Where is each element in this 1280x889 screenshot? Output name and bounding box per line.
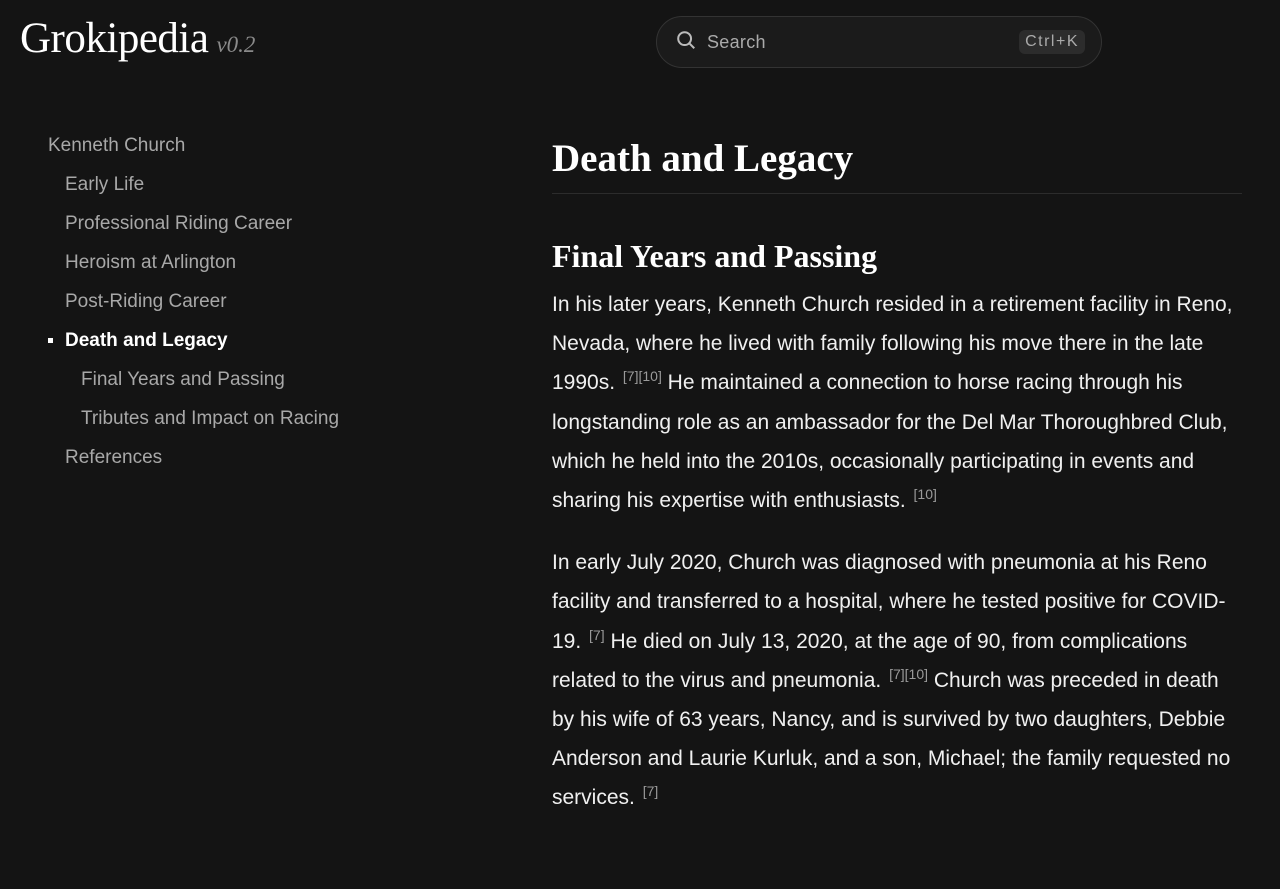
citation-link[interactable]: [10] bbox=[913, 486, 937, 503]
toc-item[interactable] bbox=[48, 405, 339, 444]
toc-item-label: References bbox=[65, 447, 163, 468]
toc-item[interactable] bbox=[48, 171, 339, 210]
citation-link[interactable]: [10] bbox=[638, 368, 662, 385]
paragraph-text: In early July 2020, Church was diagnosed with pneumonia at his Reno facility and transferred to a hospital, where he tested positive for COVID-19. bbox=[552, 551, 1226, 653]
toc-item[interactable] bbox=[48, 327, 339, 366]
logo-text: Grokipedia bbox=[20, 15, 209, 62]
article bbox=[552, 136, 1242, 841]
toc-item[interactable] bbox=[48, 210, 339, 249]
citation-link[interactable]: [7] bbox=[642, 783, 659, 800]
paragraph-text: He maintained a connection to horse racing through his longstanding role as an ambassador for the Del Mar Thoroughbred Club, which he held into the 2010s, occasionally participating in events and sharing his expertise with enthusiasts. bbox=[552, 371, 1228, 513]
search-icon bbox=[675, 29, 697, 56]
citation-link[interactable]: [7] bbox=[889, 665, 905, 682]
table-of-contents bbox=[48, 132, 339, 483]
toc-item[interactable] bbox=[48, 444, 339, 483]
citation-link[interactable]: [7] bbox=[622, 368, 639, 385]
section-title: Death and Legacy bbox=[552, 136, 1242, 194]
toc-item[interactable] bbox=[48, 288, 339, 327]
toc-item-label: Final Years and Passing bbox=[81, 369, 285, 390]
citation-link[interactable]: [10] bbox=[904, 665, 928, 682]
citation-link[interactable]: [7] bbox=[589, 626, 605, 643]
toc-item-label: Death and Legacy bbox=[65, 330, 228, 351]
paragraph bbox=[552, 285, 1242, 520]
paragraph-text: Church was preceded in death by his wife of 63 years, Nancy, and is survived by two daughters, Debbie Anderson and Laurie Kurluk, and a son, Michael; the family requested no services. bbox=[552, 668, 1231, 810]
toc-item-label: Tributes and Impact on Racing bbox=[81, 408, 340, 429]
toc-item[interactable] bbox=[48, 249, 339, 288]
search-input[interactable]: Search bbox=[707, 31, 766, 52]
paragraph-text: In his later years, Kenneth Church resided in a retirement facility in Reno, Nevada, where he lived with family following his move there in the late 1990s. bbox=[552, 293, 1233, 395]
version-label: v0.2 bbox=[216, 32, 256, 57]
toc-item-label: Professional Riding Career bbox=[65, 213, 293, 234]
article-body bbox=[552, 285, 1242, 818]
toc-item-label: Heroism at Arlington bbox=[65, 252, 237, 273]
subsection-title: Final Years and Passing bbox=[552, 238, 878, 274]
logo[interactable] bbox=[20, 14, 255, 63]
toc-item-label: Kenneth Church bbox=[48, 135, 186, 156]
paragraph bbox=[552, 543, 1242, 817]
search-shortcut-badge: Ctrl+K bbox=[1019, 30, 1085, 54]
toc-item[interactable] bbox=[48, 132, 339, 171]
active-bullet-icon bbox=[48, 338, 53, 343]
toc-item[interactable] bbox=[48, 366, 339, 405]
toc-item-label: Post-Riding Career bbox=[65, 291, 227, 312]
paragraph-text: He died on July 13, 2020, at the age of 90, from complications related to the virus and pneumonia. bbox=[552, 629, 1188, 692]
search-bar[interactable] bbox=[656, 16, 1102, 68]
toc-item-label: Early Life bbox=[65, 174, 145, 195]
